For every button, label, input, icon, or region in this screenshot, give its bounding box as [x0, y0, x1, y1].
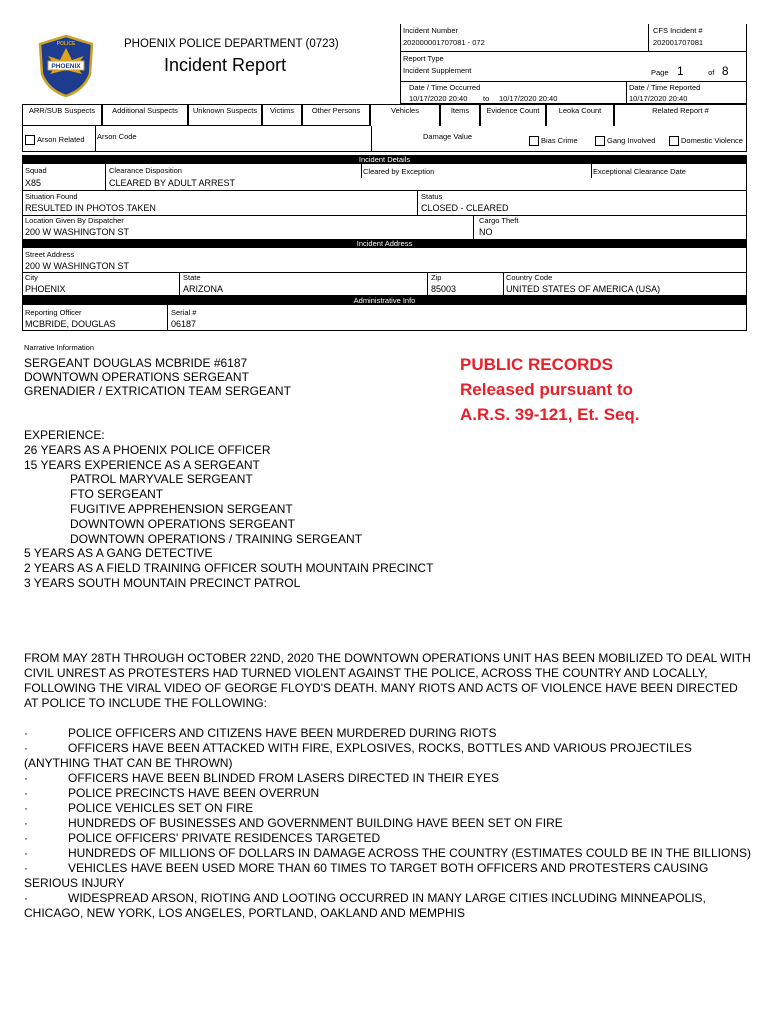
cargo-theft-label: Cargo Theft	[479, 216, 519, 225]
bullet-item	[24, 816, 752, 831]
bias-crime-label: Bias Crime	[541, 136, 578, 145]
checkbox-icon	[595, 136, 605, 146]
experience-line: DOWNTOWN OPERATIONS / TRAINING SERGEANT	[70, 531, 363, 546]
count-cell: Leoka Count	[546, 104, 614, 126]
incident-number-box	[400, 24, 648, 52]
checkbox-icon	[529, 136, 539, 146]
bullet-icon: ·	[24, 816, 28, 830]
zip-label: Zip	[431, 273, 442, 282]
report-type-label: Report Type	[403, 54, 444, 63]
count-cell: Victims	[262, 104, 302, 126]
count-cell: Related Report #	[614, 104, 747, 126]
arson-row	[22, 126, 747, 152]
state-value: ARIZONA	[183, 284, 224, 294]
squad-label: Squad	[25, 166, 47, 175]
admin-info-bar: Administrative Info	[22, 296, 747, 305]
svg-text:POLICE: POLICE	[56, 41, 76, 47]
admin-divider	[167, 305, 168, 330]
bullet-icon: ·	[24, 801, 28, 815]
bullet-item	[24, 846, 752, 861]
public-records-stamp-line: Released pursuant to	[460, 380, 633, 399]
department-name: PHOENIX POLICE DEPARTMENT (0723)	[124, 38, 339, 50]
bullet-icon: ·	[24, 891, 28, 905]
situation-label: Situation Found	[25, 192, 78, 201]
details-divider	[473, 215, 474, 239]
incident-address-bar: Incident Address	[22, 239, 747, 248]
address-divider	[427, 272, 428, 295]
state-label: State	[183, 273, 201, 282]
incident-details-section	[22, 164, 747, 240]
bullet-text: VEHICLES HAVE BEEN USED MORE THAN 60 TIMES TO TARGET BOTH OFFICERS AND PROTESTERS CAUSING SERIOUS INJURY	[24, 861, 709, 890]
bullet-text: POLICE OFFICERS' PRIVATE RESIDENCES TARGETED	[68, 831, 381, 845]
city-value: PHOENIX	[25, 284, 66, 294]
experience-line: FTO SERGEANT	[70, 487, 164, 502]
experience-line: 5 YEARS AS A GANG DETECTIVE	[24, 546, 213, 561]
public-records-stamp-line: PUBLIC RECORDS	[460, 355, 614, 374]
reporting-officer-value: MCBRIDE, DOUGLAS	[25, 319, 116, 329]
cleared-exception-label: Cleared by Exception	[363, 167, 435, 176]
arson-related-checkbox[interactable]	[25, 135, 85, 145]
country-label: Country Code	[506, 273, 553, 282]
bullet-icon: ·	[24, 786, 28, 800]
clearance-value: CLEARED BY ADULT ARREST	[109, 178, 236, 188]
narrative-heading-line: DOWNTOWN OPERATIONS SERGEANT	[24, 370, 249, 384]
report-type: Incident Supplement	[403, 66, 472, 75]
details-divider	[417, 190, 418, 215]
experience-line: 15 YEARS EXPERIENCE AS A SERGEANT	[24, 457, 260, 472]
experience-line: EXPERIENCE:	[24, 428, 105, 442]
experience-line: FUGITIVE APPREHENSION SERGEANT	[70, 502, 293, 516]
of-label: of	[708, 68, 715, 77]
total-pages: 8	[721, 64, 729, 78]
experience-line: PATROL MARYVALE SERGEANT	[70, 472, 253, 487]
bullet-item	[24, 771, 752, 786]
incident-details-bar: Incident Details	[22, 155, 747, 164]
reported-box	[626, 82, 747, 104]
occurred-to-label: to	[483, 94, 490, 103]
bullet-text: HUNDREDS OF MILLIONS OF DOLLARS IN DAMAGE ACROSS THE COUNTRY (ESTIMATES COULD BE IN THE BILLIONS)	[68, 846, 752, 860]
report-type-box	[400, 52, 747, 82]
public-records-stamp-line: A.R.S. 39-121, Et. Seq.	[460, 405, 640, 424]
serial-value: 06187	[171, 319, 197, 329]
bullet-text: POLICE OFFICERS AND CITIZENS HAVE BEEN MURDERED DURING RIOTS	[68, 726, 497, 740]
occurred-to: 10/17/2020 20:40	[499, 94, 558, 103]
bullet-item	[24, 741, 752, 771]
bias-crime-checkbox[interactable]	[529, 136, 578, 146]
bullet-icon: ·	[24, 726, 28, 740]
status-value: CLOSED - CLEARED	[421, 203, 509, 213]
cfs-label: CFS Incident #	[653, 26, 703, 35]
experience-line: 26 YEARS AS A PHOENIX POLICE OFFICER	[24, 442, 271, 457]
narrative-heading-line: SERGEANT DOUGLAS MCBRIDE #6187	[24, 356, 248, 370]
bullet-item	[24, 891, 752, 921]
incident-number-label: Incident Number	[403, 26, 459, 35]
status-label: Status	[421, 192, 443, 201]
cargo-theft-value: NO	[479, 227, 493, 237]
reporting-officer-label: Reporting Officer	[25, 308, 82, 317]
experience-line: DOWNTOWN OPERATIONS SERGEANT	[70, 516, 295, 531]
svg-text:PHOENIX: PHOENIX	[51, 63, 81, 70]
city-label: City	[25, 273, 38, 282]
bullet-item	[24, 801, 752, 816]
gang-involved-checkbox[interactable]	[595, 136, 655, 146]
arson-divider	[371, 126, 372, 151]
admin-info-section	[22, 305, 747, 331]
bullet-item	[24, 831, 752, 846]
domestic-violence-checkbox[interactable]	[669, 136, 743, 146]
country-value: UNITED STATES OF AMERICA (USA)	[506, 284, 661, 294]
address-hline	[23, 272, 746, 273]
street-value: 200 W WASHINGTON ST	[25, 261, 130, 271]
occurred-box	[400, 82, 626, 104]
experience-line: 2 YEARS AS A FIELD TRAINING OFFICER SOUTH MOUNTAIN PRECINCT	[24, 561, 434, 576]
bullet-text: OFFICERS HAVE BEEN ATTACKED WITH FIRE, EXPLOSIVES, ROCKS, BOTTLES AND VARIOUS PROJECTILES (ANYTHING THAT CAN BE THROWN)	[24, 741, 692, 770]
details-divider	[105, 164, 106, 190]
bullet-item	[24, 786, 752, 801]
bullet-item	[24, 726, 752, 741]
details-divider	[591, 164, 592, 178]
domestic-violence-label: Domestic Violence	[681, 136, 743, 145]
count-cell: Additional Suspects	[102, 104, 188, 126]
location-label: Location Given By Dispatcher	[25, 216, 124, 225]
bullet-container	[24, 726, 752, 921]
narrative-paragraph: FROM MAY 28TH THROUGH OCTOBER 22ND, 2020 THE DOWNTOWN OPERATIONS UNIT HAS BEEN MOBILIZED TO DEAL WITH CIVIL UNREST AS PROTESTERS HAD TURNED VIOLENT AGAINST THE POLICE, ACROSS THE COUNTRY AND LOCALLY, FOLLOWING THE VIRAL VIDEO OF GEORGE FLOYD'S DEATH. MANY RIOTS AND ACTS OF VIOLENCE HAVE BEEN DIRECTED AT POLICE TO INCLUDE THE FOLLOWING:	[24, 651, 751, 710]
count-cell: ARR/SUB Suspects	[22, 104, 102, 126]
gang-involved-label: Gang Involved	[607, 136, 656, 145]
count-cell: Unknown Suspects	[188, 104, 262, 126]
bullet-icon: ·	[24, 846, 28, 860]
cfs-box	[648, 24, 747, 52]
page-indicator	[651, 62, 729, 80]
location-value: 200 W WASHINGTON ST	[25, 227, 130, 237]
arson-code-label: Arson Code	[97, 132, 137, 141]
details-hline	[23, 215, 746, 216]
narrative-heading-line: GRENADIER / EXTRICATION TEAM SERGEANT	[24, 384, 291, 398]
arson-divider	[95, 126, 96, 151]
incident-address-section	[22, 248, 747, 296]
bullet-icon: ·	[24, 831, 28, 845]
checkbox-icon	[25, 135, 35, 145]
squad-value: X85	[25, 178, 42, 188]
bullet-item	[24, 861, 752, 891]
experience-line: 3 YEARS SOUTH MOUNTAIN PRECINCT PATROL	[24, 576, 301, 590]
count-cell: Vehicles	[370, 104, 440, 126]
address-divider	[503, 272, 504, 295]
bullet-text: POLICE VEHICLES SET ON FIRE	[68, 801, 254, 815]
details-hline	[23, 190, 746, 191]
bullet-text: HUNDREDS OF BUSINESSES AND GOVERNMENT BUILDING HAVE BEEN SET ON FIRE	[68, 816, 563, 830]
damage-value-label: Damage Value	[423, 132, 473, 141]
address-divider	[179, 272, 180, 295]
reported-datetime: 10/17/2020 20:40	[629, 94, 688, 103]
situation-value: RESULTED IN PHOTOS TAKEN	[25, 203, 156, 213]
count-cell: Items	[440, 104, 480, 126]
bullet-icon: ·	[24, 741, 28, 755]
arson-related-label: Arson Related	[37, 135, 85, 144]
exceptional-clearance-label: Exceptional Clearance Date	[593, 167, 686, 176]
page-label: Page	[651, 68, 669, 77]
bullet-icon: ·	[24, 771, 28, 785]
narrative-label: Narrative Information	[24, 343, 95, 352]
reported-label: Date / Time Reported	[629, 83, 701, 92]
occurred-from: 10/17/2020 20:40	[409, 94, 468, 103]
bullet-text: WIDESPREAD ARSON, RIOTING AND LOOTING OCCURRED IN MANY LARGE CITIES INCLUDING MINNEAPOLIS, CHICAGO, NEW YORK, LOS ANGELES, PORTLAND, OAKLAND AND MEMPHIS	[24, 891, 706, 920]
count-cell: Other Persons	[302, 104, 370, 126]
clearance-label: Clearance Disposition	[109, 166, 182, 175]
serial-label: Serial #	[171, 308, 197, 317]
report-title: Incident Report	[164, 55, 287, 75]
zip-value: 85003	[431, 284, 457, 294]
street-label: Street Address	[25, 250, 75, 259]
bullet-icon: ·	[24, 861, 28, 875]
occurred-label: Date / Time Occurred	[409, 83, 481, 92]
page-number: 1	[676, 64, 684, 78]
bullet-text: POLICE PRECINCTS HAVE BEEN OVERRUN	[68, 786, 320, 800]
checkbox-icon	[669, 136, 679, 146]
count-cell: Evidence Count	[480, 104, 546, 126]
details-divider	[361, 164, 362, 178]
cfs-number: 202001707081	[653, 38, 704, 47]
bullet-text: OFFICERS HAVE BEEN BLINDED FROM LASERS DIRECTED IN THEIR EYES	[68, 771, 499, 785]
incident-number: 202000001707081 - 072	[403, 38, 485, 47]
department-seal	[34, 34, 98, 98]
